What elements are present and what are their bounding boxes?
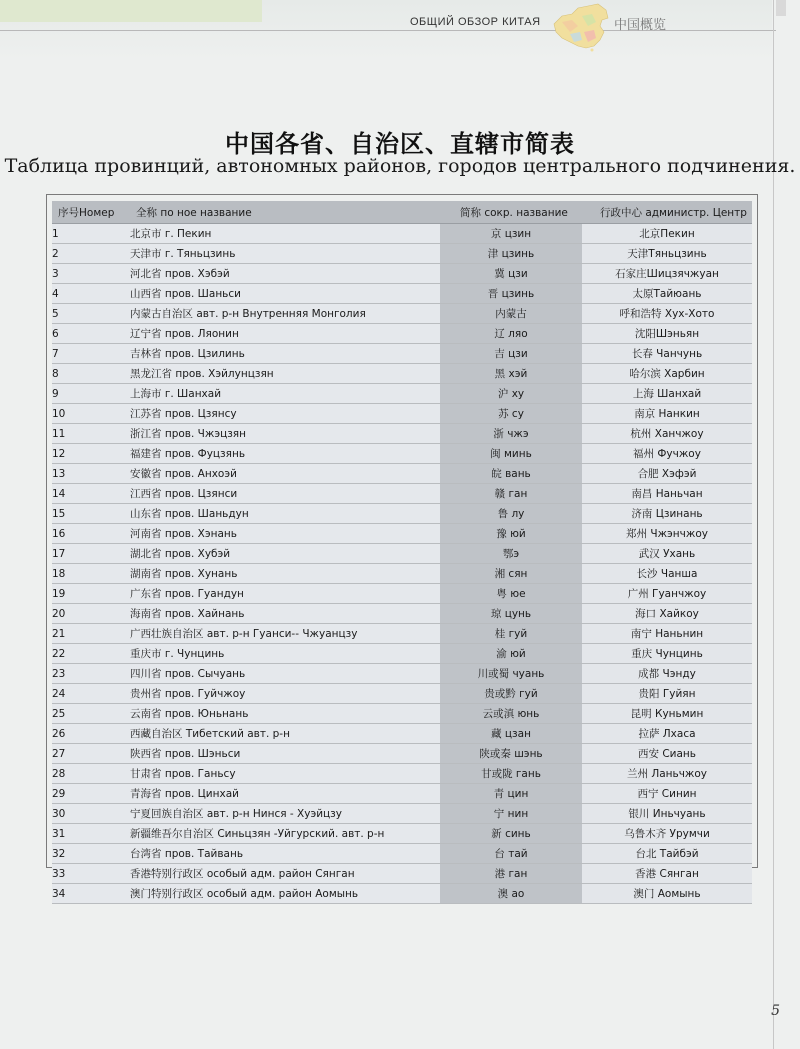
admin-center: 兰州 Ланьчжоу <box>582 764 752 784</box>
short-name: 闽 минь <box>440 444 582 464</box>
full-name: 宁夏回族自治区 авт. р-н Нинся - Хуэйцзу <box>130 804 440 824</box>
table-row <box>52 384 752 404</box>
short-name: 宁 нин <box>440 804 582 824</box>
short-name: 苏 су <box>440 404 582 424</box>
table-row <box>52 544 752 564</box>
table-row <box>52 824 752 844</box>
row-number: 24 <box>52 684 130 704</box>
table-row <box>52 864 752 884</box>
short-name: 台 тай <box>440 844 582 864</box>
short-name: 沪 ху <box>440 384 582 404</box>
short-name: 冀 цзи <box>440 264 582 284</box>
row-number: 2 <box>52 244 130 264</box>
full-name: 新疆维吾尔自治区 Синьцзян -Уйгурский. авт. р-н <box>130 824 440 844</box>
row-number: 12 <box>52 444 130 464</box>
short-name: 豫 юй <box>440 524 582 544</box>
page-number: 5 <box>771 1003 780 1019</box>
full-name: 山西省 пров. Шаньси <box>130 284 440 304</box>
full-name: 湖南省 пров. Хунань <box>130 564 440 584</box>
short-name: 澳 ао <box>440 884 582 904</box>
table-row <box>52 604 752 624</box>
page-title-ru: Таблица провинций, автономных районов, городов центрального подчинения. <box>4 155 796 177</box>
row-number: 17 <box>52 544 130 564</box>
full-name: 香港特别行政区 особый адм. район Сянган <box>130 864 440 884</box>
table-row <box>52 504 752 524</box>
admin-center: 重庆 Чунцинь <box>582 644 752 664</box>
row-number: 26 <box>52 724 130 744</box>
row-number: 34 <box>52 884 130 904</box>
row-number: 6 <box>52 324 130 344</box>
header-admin-center: 行政中心 администр. Центр <box>582 201 752 224</box>
short-name: 内蒙古 <box>440 304 582 324</box>
short-name: 鄂э <box>440 544 582 564</box>
row-number: 9 <box>52 384 130 404</box>
table-row <box>52 524 752 544</box>
table-row <box>52 684 752 704</box>
full-name: 天津市 г. Тяньцзинь <box>130 244 440 264</box>
admin-center: 银川 Иньчуань <box>582 804 752 824</box>
table-row <box>52 664 752 684</box>
province-table-frame <box>46 194 758 900</box>
short-name: 津 цзинь <box>440 244 582 264</box>
table-row <box>52 464 752 484</box>
full-name: 福建省 пров. Фуцзянь <box>130 444 440 464</box>
table-row <box>52 784 752 804</box>
admin-center: 上海 Шанхай <box>582 384 752 404</box>
full-name: 台湾省 пров. Тайвань <box>130 844 440 864</box>
short-name: 甘或陇 гань <box>440 764 582 784</box>
row-number: 22 <box>52 644 130 664</box>
short-name: 吉 цзи <box>440 344 582 364</box>
admin-center: 广州 Гуанчжоу <box>582 584 752 604</box>
short-name: 琼 цунь <box>440 604 582 624</box>
short-name: 湘 сян <box>440 564 582 584</box>
admin-center: 西宁 Синин <box>582 784 752 804</box>
short-name: 京 цзин <box>440 224 582 244</box>
full-name: 云南省 пров. Юньнань <box>130 704 440 724</box>
full-name: 河南省 пров. Хэнань <box>130 524 440 544</box>
full-name: 广西壮族自治区 авт. р-н Гуанси-- Чжуанцзу <box>130 624 440 644</box>
admin-center: 郑州 Чжэнчжоу <box>582 524 752 544</box>
table-row <box>52 364 752 384</box>
table-row <box>52 324 752 344</box>
row-number: 32 <box>52 844 130 864</box>
table-row <box>52 404 752 424</box>
short-name: 新 синь <box>440 824 582 844</box>
row-number: 18 <box>52 564 130 584</box>
row-number: 30 <box>52 804 130 824</box>
row-number: 4 <box>52 284 130 304</box>
short-name: 粤 юе <box>440 584 582 604</box>
short-name: 赣 ган <box>440 484 582 504</box>
admin-center: 武汉 Ухань <box>582 544 752 564</box>
admin-center: 台北 Тайбэй <box>582 844 752 864</box>
admin-center: 北京Пекин <box>582 224 752 244</box>
row-number: 21 <box>52 624 130 644</box>
short-name: 贵或黔 гуй <box>440 684 582 704</box>
row-number: 16 <box>52 524 130 544</box>
table-row <box>52 564 752 584</box>
running-header-ru: ОБЩИЙ ОБЗОР КИТАЯ <box>410 16 541 28</box>
admin-center: 哈尔滨 Харбин <box>582 364 752 384</box>
table-row <box>52 344 752 364</box>
admin-center: 贵阳 Гуйян <box>582 684 752 704</box>
short-name: 黑 хэй <box>440 364 582 384</box>
row-number: 5 <box>52 304 130 324</box>
table-row <box>52 224 752 244</box>
table-row <box>52 584 752 604</box>
full-name: 四川省 пров. Сычуань <box>130 664 440 684</box>
admin-center: 太原Тайюань <box>582 284 752 304</box>
table-row <box>52 644 752 664</box>
admin-center: 南宁 Наньнин <box>582 624 752 644</box>
short-name: 皖 вань <box>440 464 582 484</box>
table-row <box>52 884 752 904</box>
admin-center: 成都 Чэнду <box>582 664 752 684</box>
header-short-name: 简称 сокр. название <box>440 201 582 224</box>
row-number: 20 <box>52 604 130 624</box>
table-row <box>52 744 752 764</box>
china-map-icon <box>548 2 612 52</box>
short-name: 晋 цзинь <box>440 284 582 304</box>
full-name: 山东省 пров. Шаньдун <box>130 504 440 524</box>
full-name: 内蒙古自治区 авт. р-н Внутренняя Монголия <box>130 304 440 324</box>
admin-center: 合肥 Хэфэй <box>582 464 752 484</box>
row-number: 19 <box>52 584 130 604</box>
short-name: 陕或秦 шэнь <box>440 744 582 764</box>
corner-color-block <box>0 0 262 22</box>
row-number: 33 <box>52 864 130 884</box>
full-name: 黑龙江省 пров. Хэйлунцзян <box>130 364 440 384</box>
admin-center: 澳门 Аомынь <box>582 884 752 904</box>
row-number: 23 <box>52 664 130 684</box>
full-name: 海南省 пров. Хайнань <box>130 604 440 624</box>
short-name: 云或滇 юнь <box>440 704 582 724</box>
admin-center: 南昌 Наньчан <box>582 484 752 504</box>
full-name: 西藏自治区 Тибетский авт. р-н <box>130 724 440 744</box>
short-name: 渝 юй <box>440 644 582 664</box>
row-number: 3 <box>52 264 130 284</box>
table-row <box>52 484 752 504</box>
full-name: 陕西省 пров. Шэньси <box>130 744 440 764</box>
full-name: 澳门特别行政区 особый адм. район Аомынь <box>130 884 440 904</box>
admin-center: 昆明 Куньмин <box>582 704 752 724</box>
full-name: 吉林省 пров. Цзилинь <box>130 344 440 364</box>
admin-center: 呼和浩特 Хух-Хото <box>582 304 752 324</box>
short-name: 川或蜀 чуань <box>440 664 582 684</box>
table-row <box>52 624 752 644</box>
table-header-row <box>52 201 752 224</box>
table-row <box>52 704 752 724</box>
full-name: 湖北省 пров. Хубэй <box>130 544 440 564</box>
row-number: 7 <box>52 344 130 364</box>
table-row <box>52 724 752 744</box>
running-header-cn: 中国概览 <box>614 18 667 33</box>
short-name: 藏 цзан <box>440 724 582 744</box>
table-row <box>52 424 752 444</box>
row-number: 31 <box>52 824 130 844</box>
province-table <box>52 201 752 904</box>
full-name: 辽宁省 пров. Ляонин <box>130 324 440 344</box>
row-number: 10 <box>52 404 130 424</box>
admin-center: 南京 Нанкин <box>582 404 752 424</box>
full-name: 江苏省 пров. Цзянсу <box>130 404 440 424</box>
row-number: 25 <box>52 704 130 724</box>
short-name: 港 ган <box>440 864 582 884</box>
admin-center: 福州 Фучжоу <box>582 444 752 464</box>
table-row <box>52 264 752 284</box>
row-number: 14 <box>52 484 130 504</box>
full-name: 浙江省 пров. Чжэцзян <box>130 424 440 444</box>
full-name: 安徽省 пров. Анхоэй <box>130 464 440 484</box>
admin-center: 杭州 Ханчжоу <box>582 424 752 444</box>
full-name: 青海省 пров. Цинхай <box>130 784 440 804</box>
admin-center: 长春 Чанчунь <box>582 344 752 364</box>
full-name: 贵州省 пров. Гуйчжоу <box>130 684 440 704</box>
admin-center: 乌鲁木齐 Урумчи <box>582 824 752 844</box>
row-number: 8 <box>52 364 130 384</box>
row-number: 1 <box>52 224 130 244</box>
admin-center: 济南 Цзинань <box>582 504 752 524</box>
header-full-name: 全称 по ное название <box>130 201 440 224</box>
row-number: 13 <box>52 464 130 484</box>
table-row <box>52 844 752 864</box>
table-row <box>52 284 752 304</box>
full-name: 河北省 пров. Хэбэй <box>130 264 440 284</box>
page-title-cn: 中国各省、自治区、直辖市简表 <box>225 130 575 158</box>
full-name: 甘肃省 пров. Ганьсу <box>130 764 440 784</box>
page-tab-marker <box>776 0 786 16</box>
full-name: 广东省 пров. Гуандун <box>130 584 440 604</box>
short-name: 浙 чжэ <box>440 424 582 444</box>
table-row <box>52 804 752 824</box>
row-number: 29 <box>52 784 130 804</box>
row-number: 11 <box>52 424 130 444</box>
table-row <box>52 244 752 264</box>
header-number: 序号Номер <box>52 201 130 224</box>
table-row <box>52 304 752 324</box>
admin-center: 长沙 Чанша <box>582 564 752 584</box>
admin-center: 石家庄Шицзячжуан <box>582 264 752 284</box>
admin-center: 西安 Сиань <box>582 744 752 764</box>
admin-center: 香港 Сянган <box>582 864 752 884</box>
admin-center: 沈阳Шэньян <box>582 324 752 344</box>
row-number: 28 <box>52 764 130 784</box>
short-name: 桂 гуй <box>440 624 582 644</box>
admin-center: 拉萨 Лхаса <box>582 724 752 744</box>
full-name: 上海市 г. Шанхай <box>130 384 440 404</box>
full-name: 重庆市 г. Чунцинь <box>130 644 440 664</box>
table-row <box>52 764 752 784</box>
short-name: 鲁 лу <box>440 504 582 524</box>
short-name: 青 цин <box>440 784 582 804</box>
row-number: 15 <box>52 504 130 524</box>
short-name: 辽 ляо <box>440 324 582 344</box>
full-name: 江西省 пров. Цзянси <box>130 484 440 504</box>
row-number: 27 <box>52 744 130 764</box>
table-row <box>52 444 752 464</box>
admin-center: 海口 Хайкоу <box>582 604 752 624</box>
full-name: 北京市 г. Пекин <box>130 224 440 244</box>
admin-center: 天津Тяньцзинь <box>582 244 752 264</box>
